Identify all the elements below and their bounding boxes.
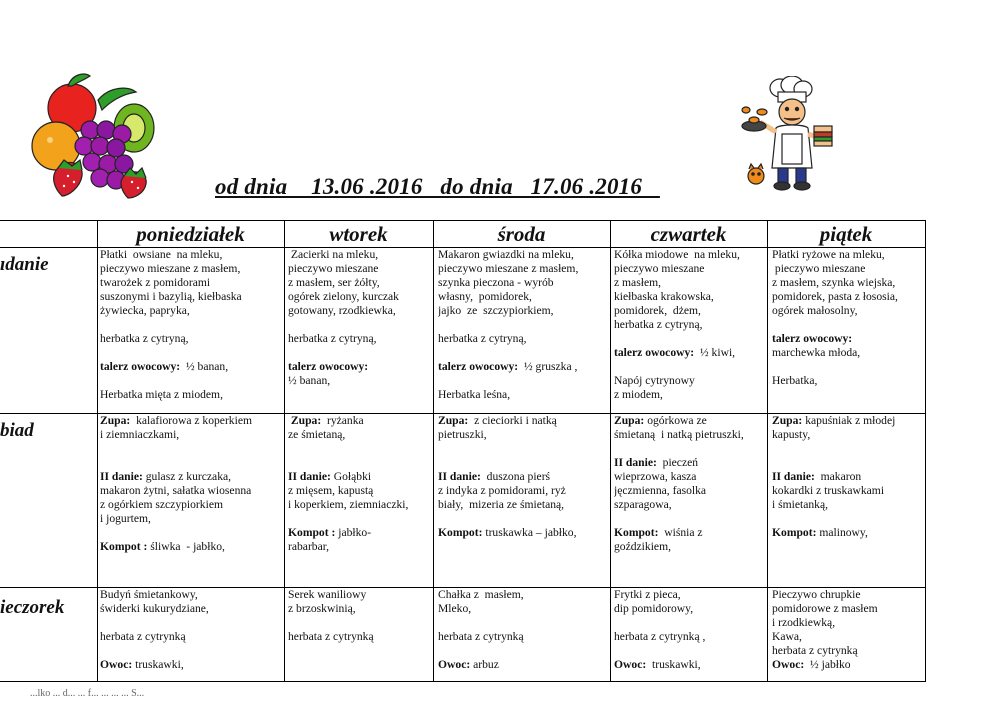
menu-line — [614, 388, 765, 402]
menu-line — [772, 414, 923, 428]
menu-cell-lunch-friday — [772, 414, 923, 586]
page-title: od dnia 13.06 .2016 do dnia 17.06 .2016 — [215, 174, 660, 199]
menu-line — [438, 428, 608, 442]
menu-line-text: herbata z cytrynką — [100, 630, 186, 643]
menu-line-text: z miodem, — [614, 388, 663, 401]
menu-line-label: talerz owocowy: — [100, 360, 181, 373]
menu-line — [614, 512, 765, 526]
menu-line — [288, 290, 431, 304]
menu-line — [614, 428, 765, 442]
menu-line-text: dip pomidorowy, — [614, 602, 694, 615]
menu-line — [772, 374, 923, 388]
menu-line-text: kalafiorowa z koperkiem — [130, 414, 252, 427]
menu-line — [288, 442, 431, 456]
menu-line-label: II danie: — [438, 470, 481, 483]
menu-cell-lunch-wednesday — [438, 414, 608, 586]
menu-cell-snack-monday — [100, 588, 282, 680]
menu-line-text: herbatka z cytryną, — [100, 332, 189, 345]
menu-cell-breakfast-tuesday — [288, 248, 431, 412]
menu-line-text: pieczywo mieszane — [614, 262, 705, 275]
menu-line-text: Płatki ryżowe na mleku, — [772, 248, 885, 261]
menu-line-text: z ogórkiem szczypiorkiem — [100, 498, 223, 511]
menu-line-text: pietruszki, — [438, 428, 487, 441]
menu-line — [100, 248, 282, 262]
menu-line-text: herbata z cytrynką , — [614, 630, 706, 643]
menu-line — [772, 602, 923, 616]
menu-line — [772, 360, 923, 374]
menu-line-text: pomidorek, pasta z łososia, — [772, 290, 898, 303]
menu-line-label: Zupa: — [288, 414, 322, 427]
table-vertical-rule — [433, 220, 434, 681]
menu-line-label: Owoc: — [772, 658, 805, 671]
menu-line — [438, 484, 608, 498]
menu-line-text: herbata z cytrynką — [288, 630, 374, 643]
meal-label-lunch: biad — [0, 420, 34, 441]
menu-line-text: ogórek zielony, kurczak — [288, 290, 399, 303]
menu-line-text: pomidorek, dżem, — [614, 304, 701, 317]
menu-line-label: Zupa: — [614, 414, 645, 427]
menu-line-label: II danie: — [772, 470, 815, 483]
menu-line — [288, 498, 431, 512]
menu-line-text: jajko ze szczypiorkiem, — [438, 304, 554, 317]
menu-line-label: Zupa: — [772, 414, 803, 427]
menu-line-text: jęczmienna, fasolka — [614, 484, 707, 497]
menu-line-text: gulasz z kurczaka, — [142, 470, 232, 483]
menu-line-text: herbatka z cytryną, — [614, 318, 703, 331]
menu-line — [614, 276, 765, 290]
menu-line — [100, 290, 282, 304]
menu-line-label: Owoc: — [100, 658, 133, 671]
menu-line — [438, 332, 608, 346]
menu-line-label: talerz owocowy: — [772, 332, 853, 345]
menu-line — [614, 484, 765, 498]
menu-cell-lunch-monday — [100, 414, 282, 586]
menu-line — [772, 498, 923, 512]
menu-line-text: ½ banan, — [180, 360, 229, 373]
menu-line-text: pieczywo mieszane — [288, 262, 379, 275]
menu-line — [438, 498, 608, 512]
menu-line — [614, 290, 765, 304]
menu-line — [438, 262, 608, 276]
menu-line-text: herbata z cytrynką — [438, 630, 524, 643]
menu-line-text: Mleko, — [438, 602, 472, 615]
menu-line-text: duszona pierś — [480, 470, 551, 483]
menu-line — [288, 304, 431, 318]
menu-line — [438, 360, 608, 374]
day-header-wednesday: środa — [497, 222, 546, 246]
menu-line-text: Herbatka, — [772, 374, 818, 387]
menu-line — [100, 276, 282, 290]
menu-line — [614, 346, 765, 360]
menu-line — [288, 248, 431, 262]
menu-line-label: Owoc: — [614, 658, 647, 671]
menu-line — [614, 588, 765, 602]
menu-line — [100, 658, 282, 672]
fruit-clipart-icon — [28, 72, 158, 200]
menu-line — [438, 526, 608, 540]
menu-line — [288, 484, 431, 498]
menu-line-text: świderki kukurydziane, — [100, 602, 209, 615]
menu-line — [614, 616, 765, 630]
menu-line-text: ryżanka — [321, 414, 364, 427]
menu-line — [614, 526, 765, 540]
menu-line — [100, 498, 282, 512]
menu-line-text: makaron — [814, 470, 862, 483]
menu-line-text: z masłem, ser żółty, — [288, 276, 380, 289]
menu-line — [614, 318, 765, 332]
menu-line — [288, 512, 431, 526]
menu-line-text: pieczeń — [656, 456, 699, 469]
menu-line-text: ogórek małosolny, — [772, 304, 858, 317]
menu-line — [288, 456, 431, 470]
menu-line — [100, 616, 282, 630]
day-header-monday: poniedziałek — [136, 222, 245, 246]
menu-line-text: ½ gruszka , — [518, 360, 578, 373]
menu-line-label: Kompot: — [614, 526, 659, 539]
menu-line — [438, 456, 608, 470]
menu-cell-breakfast-wednesday — [438, 248, 608, 412]
menu-line-text: i ziemniaczkami, — [100, 428, 180, 441]
menu-line — [614, 374, 765, 388]
menu-line — [614, 442, 765, 456]
menu-line — [100, 388, 282, 402]
menu-line — [772, 428, 923, 442]
menu-line — [614, 644, 765, 658]
menu-line — [288, 346, 431, 360]
menu-line-text: Zacierki na mleku, — [288, 248, 379, 261]
menu-line — [100, 526, 282, 540]
menu-line — [772, 456, 923, 470]
menu-line — [614, 304, 765, 318]
menu-line — [772, 290, 923, 304]
menu-line — [772, 484, 923, 498]
menu-line-text: twarożek z pomidorami — [100, 276, 211, 289]
menu-line-label: Zupa: — [100, 414, 131, 427]
menu-line — [100, 332, 282, 346]
day-header-thursday: czwartek — [650, 222, 727, 246]
menu-line-text: pomidorowe z masłem — [772, 602, 878, 615]
menu-line — [438, 388, 608, 402]
menu-line — [614, 248, 765, 262]
menu-line-text: pieczywo mieszane z masłem, — [100, 262, 241, 275]
menu-line — [772, 588, 923, 602]
menu-line-text: kapuśniak z młodej — [802, 414, 896, 427]
menu-line — [100, 630, 282, 644]
menu-line-text: z indyka z pomidorami, ryż — [438, 484, 566, 497]
menu-line-text: jabłko- — [335, 526, 372, 539]
menu-line — [772, 512, 923, 526]
weekly-menu-table — [0, 220, 926, 682]
menu-line — [100, 602, 282, 616]
menu-line-text: ½ banan, — [288, 374, 331, 387]
menu-line-text: arbuz — [470, 658, 499, 671]
menu-line — [614, 498, 765, 512]
menu-line-text: marchewka młoda, — [772, 346, 861, 359]
menu-line — [438, 346, 608, 360]
menu-line-text: śliwka - jabłko, — [147, 540, 225, 553]
menu-line-text: biały, mizeria ze śmietaną, — [438, 498, 565, 511]
menu-line — [100, 304, 282, 318]
menu-line-text: Kółka miodowe na mleku, — [614, 248, 740, 261]
menu-line — [772, 318, 923, 332]
menu-line — [288, 276, 431, 290]
menu-line-text: truskawki, — [646, 658, 701, 671]
menu-line — [772, 442, 923, 456]
menu-line-label: II danie: — [614, 456, 657, 469]
menu-line-text: Pieczywo chrupkie — [772, 588, 861, 601]
menu-line-text: własny, pomidorek, — [438, 290, 532, 303]
menu-line-text: Napój cytrynowy — [614, 374, 695, 387]
menu-line — [288, 262, 431, 276]
menu-line-text: i jogurtem, — [100, 512, 151, 525]
footer-note: ...lko ... d... ... f... ... ... ... S... — [30, 688, 145, 699]
menu-line-text: Frytki z pieca, — [614, 588, 681, 601]
menu-line — [100, 442, 282, 456]
menu-line-text: ogórkowa ze — [644, 414, 707, 427]
menu-line-label: talerz owocowy: — [288, 360, 369, 373]
menu-line — [288, 602, 431, 616]
menu-line — [772, 644, 923, 658]
menu-line — [100, 428, 282, 442]
menu-line — [614, 602, 765, 616]
menu-line — [772, 276, 923, 290]
menu-cell-breakfast-thursday — [614, 248, 765, 412]
table-vertical-rule — [610, 220, 611, 681]
menu-line — [438, 630, 608, 644]
menu-line — [288, 332, 431, 346]
menu-line-text: suszonymi i bazylią, kiełbaska — [100, 290, 242, 303]
menu-line — [614, 360, 765, 374]
menu-line — [614, 456, 765, 470]
menu-line-label: Owoc: — [438, 658, 471, 671]
menu-line — [438, 442, 608, 456]
menu-cell-snack-thursday — [614, 588, 765, 680]
menu-line — [288, 318, 431, 332]
menu-line-text: kiełbaska krakowska, — [614, 290, 714, 303]
menu-line — [614, 658, 765, 672]
menu-line — [100, 318, 282, 332]
menu-line — [614, 332, 765, 346]
menu-line-text: z brzoskwinią, — [288, 602, 356, 615]
menu-line — [438, 616, 608, 630]
menu-line — [100, 414, 282, 428]
menu-line-text: Płatki owsiane na mleku, — [100, 248, 223, 261]
menu-line-label: Kompot : — [288, 526, 336, 539]
menu-cell-snack-friday — [772, 588, 923, 680]
menu-line-text: wiśnia z — [658, 526, 703, 539]
menu-line-text: ze śmietaną, — [288, 428, 346, 441]
menu-line-text: z mięsem, kapustą — [288, 484, 374, 497]
menu-line-label: Kompot : — [100, 540, 148, 553]
menu-line — [438, 644, 608, 658]
menu-line — [772, 616, 923, 630]
menu-line-text: z cieciorki i natką — [468, 414, 557, 427]
menu-line — [288, 374, 431, 388]
day-header-tuesday: wtorek — [329, 222, 388, 246]
table-vertical-rule — [925, 220, 926, 681]
menu-line — [772, 346, 923, 360]
menu-line-label: talerz owocowy: — [438, 360, 519, 373]
menu-line-text: z masłem, — [614, 276, 662, 289]
menu-cell-snack-tuesday — [288, 588, 431, 680]
menu-line-text: Herbatka leśna, — [438, 388, 511, 401]
table-horizontal-rule — [0, 220, 926, 221]
menu-line-text: Kawa, — [772, 630, 802, 643]
menu-line — [100, 262, 282, 276]
menu-line-text: herbatka z cytryną, — [288, 332, 377, 345]
menu-line — [288, 588, 431, 602]
menu-line-label: Kompot: — [438, 526, 483, 539]
menu-line-text: kapusty, — [772, 428, 811, 441]
menu-line-text: pieczywo mieszane — [772, 262, 866, 275]
menu-line — [100, 540, 282, 554]
menu-line — [614, 414, 765, 428]
menu-line-text: Chałka z masłem, — [438, 588, 524, 601]
meal-label-snack: ieczorek — [0, 597, 65, 618]
menu-line — [614, 540, 765, 554]
menu-line — [438, 374, 608, 388]
menu-line — [288, 428, 431, 442]
menu-line — [772, 248, 923, 262]
table-vertical-rule — [97, 220, 98, 681]
menu-line-text: i śmietanką, — [772, 498, 829, 511]
menu-line-label: II danie: — [100, 470, 143, 483]
menu-line-text: malinowy, — [816, 526, 868, 539]
menu-line-text: ½ jabłko — [804, 658, 851, 671]
menu-line-text: Budyń śmietankowy, — [100, 588, 198, 601]
menu-line — [438, 414, 608, 428]
meal-label-breakfast: ıdanie — [0, 254, 49, 275]
menu-line — [438, 304, 608, 318]
menu-line-text: gotowany, rzodkiewka, — [288, 304, 396, 317]
menu-line — [100, 588, 282, 602]
menu-line — [438, 602, 608, 616]
menu-line-text: truskawka – jabłko, — [482, 526, 577, 539]
menu-line — [772, 526, 923, 540]
menu-line-text: makaron żytni, sałatka wiosenna — [100, 484, 252, 497]
menu-line — [100, 512, 282, 526]
menu-line-text: herbatka z cytryną, — [438, 332, 527, 345]
menu-cell-snack-wednesday — [438, 588, 608, 680]
menu-line — [100, 456, 282, 470]
menu-line-label: talerz owocowy: — [614, 346, 695, 359]
menu-line-label: II danie: — [288, 470, 331, 483]
menu-line — [288, 360, 431, 374]
menu-line — [100, 470, 282, 484]
menu-line — [772, 262, 923, 276]
menu-line — [288, 526, 431, 540]
menu-line — [438, 470, 608, 484]
menu-line — [438, 290, 608, 304]
menu-line-text: rabarbar, — [288, 540, 330, 553]
menu-line — [100, 360, 282, 374]
menu-line — [772, 630, 923, 644]
table-vertical-rule — [284, 220, 285, 681]
table-horizontal-rule — [0, 681, 926, 682]
menu-cell-lunch-tuesday — [288, 414, 431, 586]
menu-line-text: wieprzowa, kasza — [614, 470, 697, 483]
menu-line — [772, 304, 923, 318]
menu-line — [100, 346, 282, 360]
menu-line-text: herbata z cytrynką — [772, 644, 858, 657]
menu-cell-breakfast-friday — [772, 248, 923, 412]
menu-line-text: Gołąbki — [330, 470, 372, 483]
menu-line — [288, 470, 431, 484]
menu-line — [438, 658, 608, 672]
menu-line — [772, 332, 923, 346]
menu-line — [438, 512, 608, 526]
menu-line-text: goździkiem, — [614, 540, 671, 553]
menu-cell-lunch-thursday — [614, 414, 765, 586]
menu-line-text: i koperkiem, ziemniaczki, — [288, 498, 409, 511]
menu-line-label: Kompot: — [772, 526, 817, 539]
table-vertical-rule — [767, 220, 768, 681]
menu-line-text: kokardki z truskawkami — [772, 484, 885, 497]
menu-line — [100, 484, 282, 498]
menu-line — [438, 318, 608, 332]
menu-line — [772, 658, 923, 672]
menu-line-text: z masłem, szynka wiejska, — [772, 276, 896, 289]
menu-line — [438, 248, 608, 262]
menu-line — [614, 262, 765, 276]
menu-line — [438, 588, 608, 602]
menu-line — [100, 644, 282, 658]
menu-line — [614, 470, 765, 484]
menu-cell-breakfast-monday — [100, 248, 282, 412]
menu-line — [288, 630, 431, 644]
menu-line-text: szparagowa, — [614, 498, 672, 511]
menu-line — [614, 630, 765, 644]
menu-line — [288, 540, 431, 554]
menu-line — [288, 616, 431, 630]
menu-line — [288, 414, 431, 428]
day-header-friday: piątek — [819, 222, 873, 246]
menu-line — [772, 470, 923, 484]
menu-line-text: truskawki, — [132, 658, 184, 671]
menu-line-text: ½ kiwi, — [694, 346, 736, 359]
menu-line — [438, 276, 608, 290]
menu-line-text: Serek waniliowy — [288, 588, 367, 601]
menu-line-text: szynka pieczona - wyrób — [438, 276, 554, 289]
menu-line-text: Makaron gwiazdki na mleku, — [438, 248, 574, 261]
menu-line-text: Herbatka mięta z miodem, — [100, 388, 223, 401]
menu-line-text: żywiecka, papryka, — [100, 304, 190, 317]
menu-line — [100, 374, 282, 388]
chef-clipart-icon — [740, 76, 840, 194]
menu-line-text: pieczywo mieszane z masłem, — [438, 262, 579, 275]
menu-line-text: śmietaną i natką pietruszki, — [614, 428, 744, 441]
menu-line-label: Zupa: — [438, 414, 469, 427]
menu-line-text: i rzodkiewką, — [772, 616, 836, 629]
